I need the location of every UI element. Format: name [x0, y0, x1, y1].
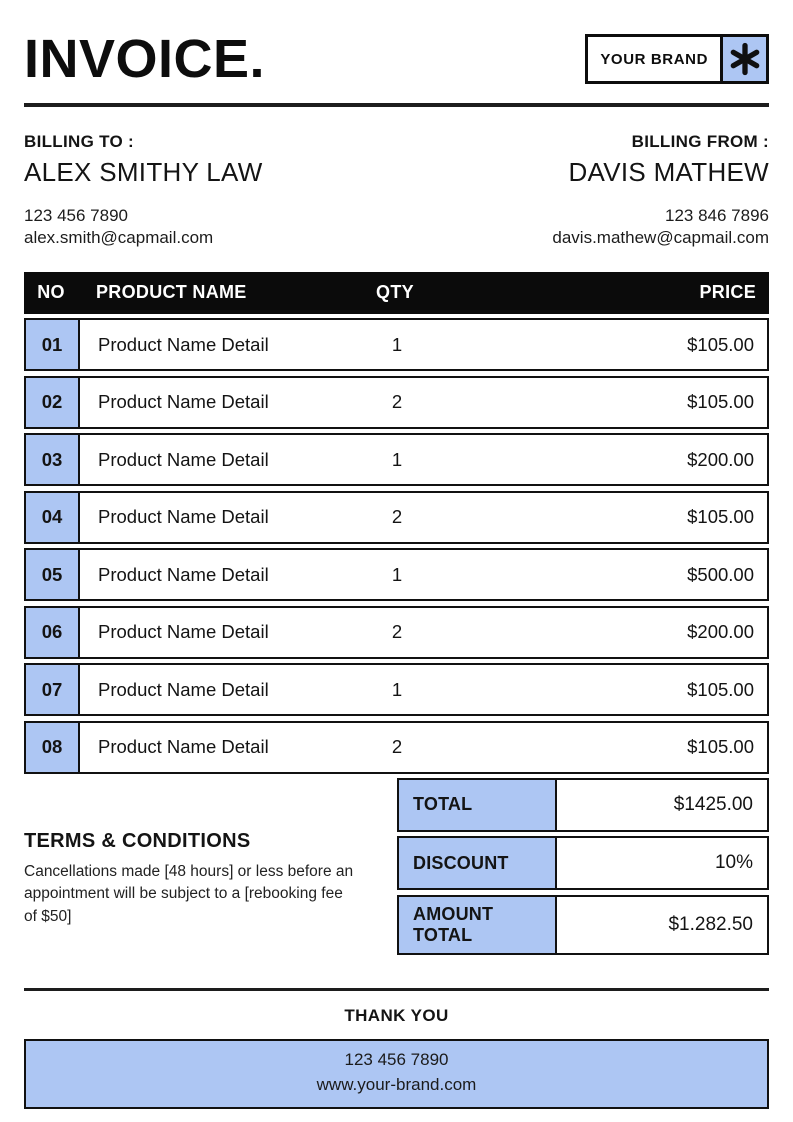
row-qty: 1 — [391, 563, 403, 585]
row-qty: 2 — [391, 621, 403, 643]
discount-label: DISCOUNT — [399, 838, 557, 888]
table-row — [24, 548, 769, 601]
brand-label: YOUR BRAND — [588, 37, 720, 81]
row-product-name: Product Name Detail — [98, 563, 269, 585]
row-product-name: Product Name Detail — [98, 736, 269, 758]
bottom-section — [24, 778, 769, 960]
row-number: 06 — [26, 608, 80, 657]
billing-to-label: BILLING TO : — [24, 132, 134, 151]
row-price: $105.00 — [687, 678, 754, 700]
row-price: $200.00 — [687, 448, 754, 470]
row-number: 08 — [26, 723, 80, 772]
row-price: $105.00 — [687, 506, 754, 528]
row-number: 07 — [26, 665, 80, 714]
footer-contact-bar — [24, 1039, 769, 1108]
footer-website: www.your-brand.com — [316, 1075, 477, 1095]
amount-total-row — [397, 895, 769, 955]
billing-from-phone: 123 846 7896 — [665, 206, 769, 225]
column-header-price: PRICE — [699, 282, 756, 303]
table-row — [24, 606, 769, 659]
billing-from-contact — [552, 205, 769, 250]
table-row — [24, 663, 769, 716]
billing-from-name: DAVIS MATHEW — [568, 157, 769, 187]
row-qty: 1 — [391, 333, 403, 355]
billing-from-label: BILLING FROM : — [631, 132, 769, 151]
billing-to-contact — [24, 205, 263, 250]
table-row — [24, 721, 769, 774]
table-header-row — [24, 272, 769, 314]
header — [24, 28, 769, 90]
terms-block — [24, 778, 374, 960]
table-row — [24, 376, 769, 429]
row-number: 03 — [26, 435, 80, 484]
asterisk-icon — [720, 37, 766, 81]
billing-to-email: alex.smith@capmail.com — [24, 228, 214, 248]
billing-from-block — [552, 132, 769, 250]
page-title: INVOICE. — [24, 29, 266, 89]
total-value: $1425.00 — [673, 793, 753, 815]
row-product-name: Product Name Detail — [98, 621, 269, 643]
discount-value: 10% — [714, 852, 753, 874]
column-header-no: NO — [37, 282, 65, 303]
row-qty: 2 — [391, 506, 403, 528]
row-qty: 2 — [391, 736, 403, 758]
row-product-name: Product Name Detail — [98, 333, 269, 355]
row-price: $200.00 — [687, 621, 754, 643]
row-product-name: Product Name Detail — [98, 506, 269, 528]
billing-to-phone: 123 456 7890 — [24, 206, 128, 225]
billing-to-block — [24, 132, 263, 250]
total-row — [397, 778, 769, 832]
row-number: 01 — [26, 320, 80, 369]
items-table — [24, 272, 769, 774]
row-price: $105.00 — [687, 391, 754, 413]
billing-to-name: ALEX SMITHY LAW — [24, 157, 263, 187]
footer-phone: 123 456 7890 — [344, 1050, 449, 1070]
header-divider — [24, 103, 769, 107]
row-number: 05 — [26, 550, 80, 599]
table-row — [24, 491, 769, 544]
row-price: $500.00 — [687, 563, 754, 585]
row-price: $105.00 — [687, 333, 754, 355]
footer-divider — [24, 988, 769, 991]
amount-total-label: AMOUNT TOTAL — [399, 897, 557, 953]
row-qty: 1 — [391, 678, 403, 700]
row-product-name: Product Name Detail — [98, 448, 269, 470]
table-row — [24, 318, 769, 371]
thank-you-text: THANK YOU — [344, 1006, 449, 1026]
billing-section — [24, 132, 769, 250]
row-qty: 2 — [391, 391, 403, 413]
row-qty: 1 — [391, 448, 403, 470]
column-header-qty: QTY — [376, 282, 414, 303]
terms-heading: TERMS & CONDITIONS — [24, 829, 251, 852]
brand-box — [585, 34, 769, 84]
row-number: 04 — [26, 493, 80, 542]
billing-from-email: davis.mathew@capmail.com — [552, 228, 769, 248]
table-row — [24, 433, 769, 486]
column-header-product-name: PRODUCT NAME — [96, 282, 247, 303]
row-number: 02 — [26, 378, 80, 427]
total-label: TOTAL — [399, 780, 557, 830]
discount-row — [397, 836, 769, 890]
amount-total-value: $1.282.50 — [668, 913, 753, 935]
row-product-name: Product Name Detail — [98, 678, 269, 700]
row-price: $105.00 — [687, 736, 754, 758]
totals-table — [397, 778, 769, 960]
row-product-name: Product Name Detail — [98, 391, 269, 413]
terms-body: Cancellations made [48 hours] or less before an appointment will be subject to a [rebooking fee of $50] — [24, 862, 354, 925]
